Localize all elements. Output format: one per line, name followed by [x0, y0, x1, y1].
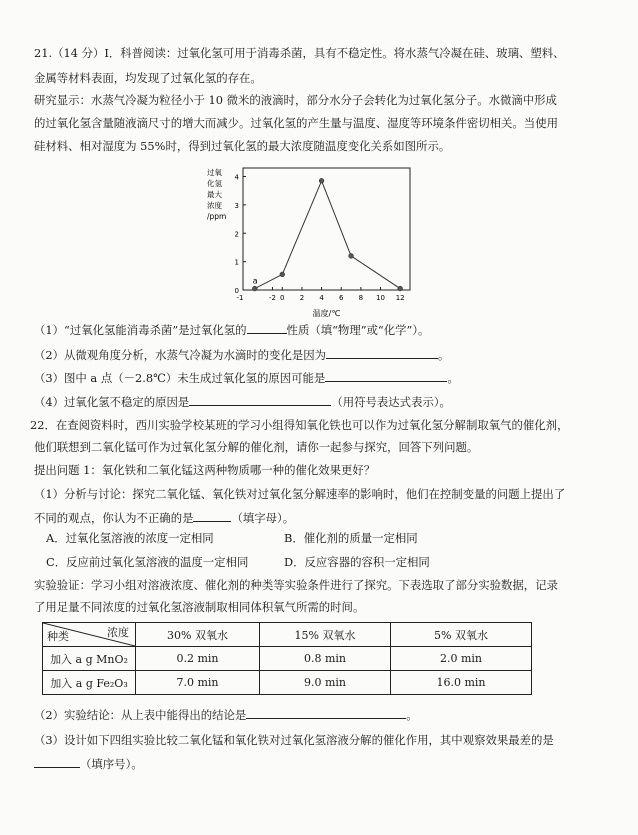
y-tick-label: 2 [234, 230, 239, 239]
q21-intro-line-1: 21.（14 分）Ⅰ．科普阅读：过氧化氢可用于消毒杀菌，具有不稳定性。将水蒸气冷凝在硅、玻璃、塑料、 [34, 46, 565, 60]
q22-q3-answer-blank[interactable] [34, 754, 80, 768]
q22-q2-prefix: （2）实验结论：从上表中能得出的结论是 [34, 708, 247, 722]
table-cell: 0.2 min [136, 647, 260, 671]
table-cell: 16.0 min [391, 671, 532, 695]
q22-verification-line-1: 实验验证：学习小组对溶液浓度、催化剂的种类等实验条件进行了探究。下表选取了部分实验数据，记录 [34, 578, 558, 592]
q21-q1-prefix: （1）“过氧化氢能消毒杀菌”是过氧化氢的 [34, 323, 247, 337]
x-tick-label: 0 [280, 294, 285, 302]
q21-q2-suffix: 。 [438, 348, 450, 362]
point-a-label: a [252, 276, 258, 286]
q22-q2-suffix: 。 [406, 708, 418, 722]
q22-q1-suffix: （填字母）。 [231, 511, 295, 525]
x-tick-label: 6 [339, 294, 344, 302]
q22-q3-suffix: （填序号）。 [80, 757, 143, 771]
q21-question-1 [34, 320, 614, 339]
q22-question-3-line-1: （3）设计如下四组实验比较二氧化锰和氧化铁对过氧化氢溶液分解的催化作用，其中观察效果最差的是 [34, 733, 554, 747]
x-tick-label: 12 [395, 294, 405, 302]
q22-q2-answer-blank[interactable] [246, 705, 406, 719]
q21-q2-answer-blank[interactable] [326, 345, 438, 359]
table-corner-cell [43, 623, 136, 647]
x-tick-label: 4 [319, 294, 324, 302]
y-axis-label-line: /ppm [207, 212, 227, 221]
q21-q1-suffix: 性质（填“物理”或“化学”）。 [286, 323, 430, 337]
q22-option-b: B．催化剂的质量一定相同 [284, 531, 418, 545]
q22-question-1-line-2 [34, 508, 614, 527]
plot-frame [243, 168, 410, 290]
q22-verification-line-2: 了用足量不同浓度的过氧化氢溶液制取相同体积氧气所需的时间。 [34, 600, 365, 614]
q22-option-c: C．反应前过氧化氢溶液的温度一定相同 [46, 555, 249, 569]
table-header-30: 30% 双氧水 [136, 623, 260, 647]
table-corner-kind: 种类 [47, 630, 69, 643]
q21-question-4 [34, 392, 614, 411]
x-tick-label: 2 [299, 294, 305, 302]
y-axis-label-line: 化氢 [207, 179, 222, 188]
data-point [319, 178, 324, 183]
table-corner-concentration: 浓度 [107, 626, 129, 639]
q21-intro-line-5: 硅材料、相对湿度为 55%时，得到过氧化氢的最大浓度随温度变化关系如图所示。 [34, 139, 451, 153]
q22-question-3-line-2 [34, 754, 614, 773]
x-tick-label: 10 [376, 294, 385, 302]
q21-question-2 [34, 345, 614, 364]
q21-q3-suffix: 。 [447, 371, 459, 385]
q21-q4-answer-blank[interactable] [189, 392, 331, 406]
q22-q1-prefix: 不同的观点，你认为不正确的是 [34, 511, 194, 525]
q22-intro-line-2: 他们联想到二氧化锰可作为过氧化氢分解的催化剂，请你一起参与探究，回答下列问题。 [34, 440, 479, 454]
data-point [280, 272, 285, 277]
q22-option-d: D．反应容器的容积一定相同 [284, 555, 430, 569]
q22-question-2 [34, 705, 614, 724]
table-row-label: 加入 a g MnO₂ [43, 647, 136, 671]
x-axis-origin-label: -1 [236, 294, 244, 302]
y-axis-label-line: 最大 [207, 190, 222, 199]
q22-intro-line-1: 22．在查阅资料时，西川实验学校某班的学习小组得知氧化铁也可以作为过氧化氢分解制取氧气的催化剂， [30, 418, 569, 432]
table-cell: 7.0 min [136, 671, 260, 695]
x-axis-label: 温度/℃ [312, 309, 341, 318]
experiment-data-table [42, 622, 532, 695]
table-header-15: 15% 双氧水 [260, 623, 391, 647]
q21-intro-line-3: 研究显示：水蒸气冷凝为粒径小于 10 微米的液滴时，部分水分子会转化为过氧化氢分子。水微滴中形成 [34, 93, 557, 107]
q22-option-a: A．过氧化氢溶液的浓度一定相同 [46, 531, 214, 545]
q22-problem-statement: 提出问题 1：氧化铁和二氧化锰这两种物质哪一种的催化效果更好？ [34, 463, 376, 477]
x-tick-label: -2 [268, 294, 276, 302]
y-axis-label-line: 浓度 [207, 201, 222, 210]
series-line [252, 181, 400, 289]
data-point [398, 286, 403, 291]
table-header-5: 5% 双氧水 [391, 623, 532, 647]
q21-q1-answer-blank[interactable] [247, 320, 287, 334]
y-tick-label: 4 [234, 173, 239, 182]
q21-intro-line-2: 金属等材料表面，均发现了过氧化氢的存在。 [34, 71, 262, 85]
table-row-label: 加入 a g Fe₂O₃ [43, 671, 136, 695]
table-cell: 0.8 min [260, 647, 391, 671]
table-cell: 9.0 min [260, 671, 391, 695]
q22-q1-answer-blank[interactable] [193, 508, 231, 522]
q21-intro-line-4: 的过氧化氢含量随液滴尺寸的增大而减少。过氧化氢的产生量与温度、湿度等环境条件密切相关。当使用 [34, 116, 558, 130]
q21-q4-prefix: （4）过氧化氢不稳定的原因是 [34, 395, 190, 409]
y-tick-label: 0 [234, 287, 239, 295]
q21-q4-suffix: （用符号表达式表示）。 [331, 395, 451, 409]
q22-question-1-line-1: （1）分析与讨论：探究二氧化锰、氧化铁对过氧化氢分解速率的影响时，他们在控制变量的问题上提出了 [34, 487, 566, 501]
table-header-row [43, 623, 532, 647]
x-tick-label: 8 [358, 294, 364, 302]
y-axis-label-line: 过氧 [207, 168, 222, 177]
table-row [43, 647, 532, 671]
data-point [349, 254, 354, 259]
data-point [252, 286, 257, 291]
y-tick-label: 3 [234, 201, 239, 210]
table-cell: 2.0 min [391, 647, 532, 671]
q21-q3-answer-blank[interactable] [325, 368, 447, 382]
table-row [43, 671, 532, 695]
q21-q3-prefix: （3）图中 a 点（－2.8℃）未生成过氧化氢的原因可能是 [34, 371, 326, 385]
q21-question-3 [34, 368, 614, 387]
q21-q2-prefix: （2）从微观角度分析，水蒸气冷凝为水滴时的变化是因为 [34, 348, 327, 362]
h2o2-concentration-chart [205, 162, 420, 322]
y-tick-label: 1 [234, 258, 239, 267]
